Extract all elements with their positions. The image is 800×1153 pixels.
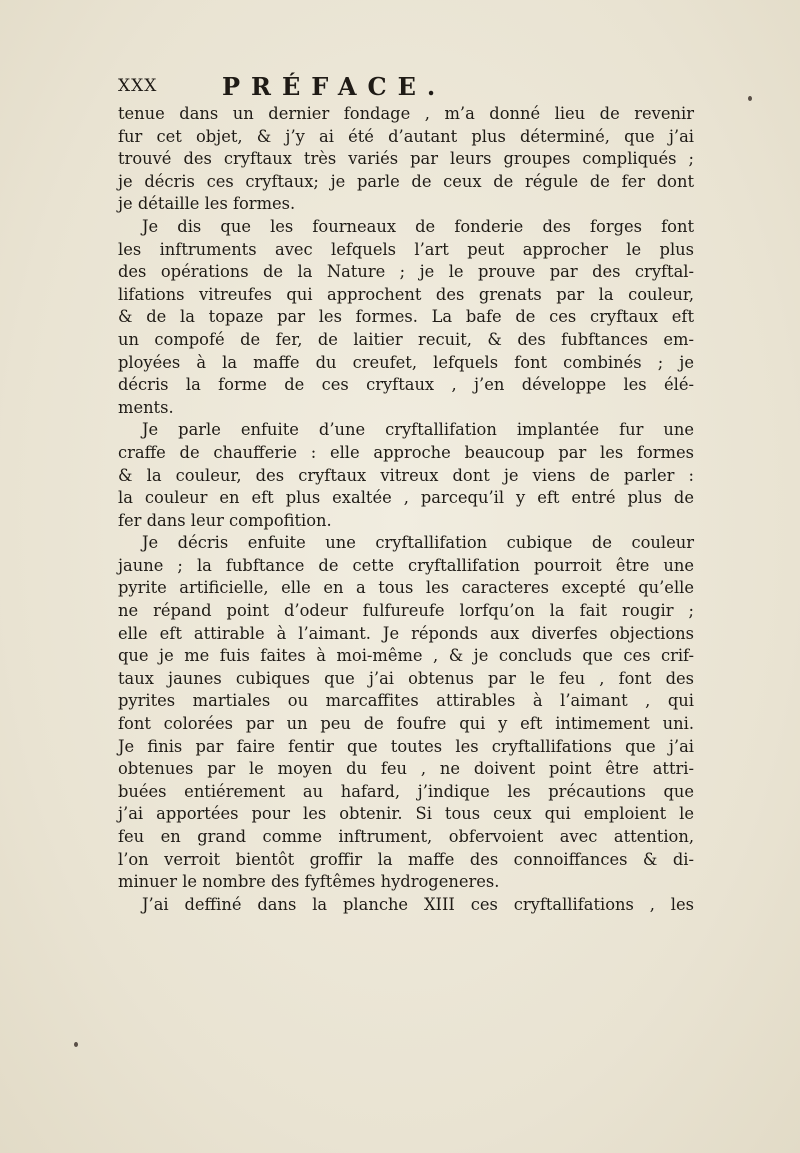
text-line: craffe de chaufferie : elle approche beaucoup par les formes	[118, 442, 694, 462]
text-line: Je décris enfuite une cryftallifation cubique de couleur	[142, 533, 694, 553]
text-line: buées entiérement au hafard, j’indique les précautions que	[118, 781, 694, 801]
text-line: jaune ; la fubftance de cette cryftallifation pourroit être une	[118, 555, 694, 575]
ink-speck	[748, 96, 752, 101]
text-line: pyrite artificielle, elle en a tous les caracteres excepté qu’elle	[118, 578, 694, 598]
text-line: je détaille les formes.	[118, 194, 296, 214]
running-title: PRÉFACE.	[222, 72, 447, 101]
text-line: j’ai apportées pour les obtenir. Si tous ceux qui emploient le	[118, 804, 694, 824]
text-line: tenue dans un dernier fondage , m’a donné lieu de revenir	[118, 104, 694, 123]
text-line: l’on verroit bientôt groffir la maffe des connoiffances & di-	[118, 849, 694, 869]
text-line: & de la topaze par les formes. La bafe de ces cryftaux eft	[118, 307, 694, 327]
text-line: la couleur en eft plus exaltée , parcequ’il y eft entré plus de	[118, 488, 694, 508]
body-text	[118, 103, 694, 916]
text-line: lifations vitreufes qui approchent des grenats par la couleur,	[118, 284, 694, 304]
text-line: Je finis par faire fentir que toutes les cryftallifations que j’ai	[118, 736, 694, 756]
text-line: trouvé des cryftaux très variés par leurs groupes compliqués ;	[118, 149, 694, 169]
text-line: un compofé de fer, de laitier recuit, & des fubftances em-	[118, 329, 694, 349]
text-line: je décris ces cryftaux; je parle de ceux de régule de fer dont	[118, 171, 694, 191]
text-line: pyrites martiales ou marcaffites attirables à l’aimant , qui	[118, 691, 694, 711]
text-line: minuer le nombre des fyftêmes hydrogeneres.	[118, 872, 500, 892]
text-line: font colorées par un peu de foufre qui y eft intimement uni.	[118, 714, 694, 734]
text-line: que je me fuis faites à moi-même , & je concluds que ces crif-	[118, 646, 694, 666]
text-line: Je dis que les fourneaux de fonderie des forges font	[142, 216, 694, 236]
text-line: des opérations de la Nature ; je le prouve par des cryftal-	[118, 262, 694, 282]
page-header	[118, 72, 688, 104]
text-line: fer dans leur compofition.	[118, 510, 332, 530]
text-line: J’ai deffiné dans la planche XIII ces cryftallifations , les	[142, 894, 694, 914]
text-line: Je parle enfuite d’une cryftallifation implantée fur une	[142, 420, 694, 440]
text-line: décris la forme de ces cryftaux , j’en développe les élé-	[118, 375, 694, 395]
text-line: ployées à la maffe du creufet, lefquels font combinés ; je	[118, 352, 694, 372]
text-line: obtenues par le moyen du feu , ne doivent point être attri-	[118, 759, 694, 779]
page-number: XXX	[118, 76, 158, 96]
text-line: les inftruments avec lefquels l’art peut approcher le plus	[118, 239, 694, 259]
text-line: feu en grand comme inftrument, obfervoient avec attention,	[118, 827, 694, 846]
ink-speck	[74, 1042, 78, 1047]
text-line: ments.	[118, 397, 174, 417]
text-line: elle eft attirable à l’aimant. Je réponds aux diverfes objections	[118, 623, 694, 643]
text-line: ne répand point d’odeur fulfureufe lorfqu’on la fait rougir ;	[118, 601, 694, 621]
text-line: & la couleur, des cryftaux vitreux dont je viens de parler :	[118, 465, 694, 485]
text-line: fur cet objet, & j’y ai été d’autant plus déterminé, que j’ai	[118, 126, 694, 146]
text-line: taux jaunes cubiques que j’ai obtenus par le feu , font des	[118, 668, 694, 688]
